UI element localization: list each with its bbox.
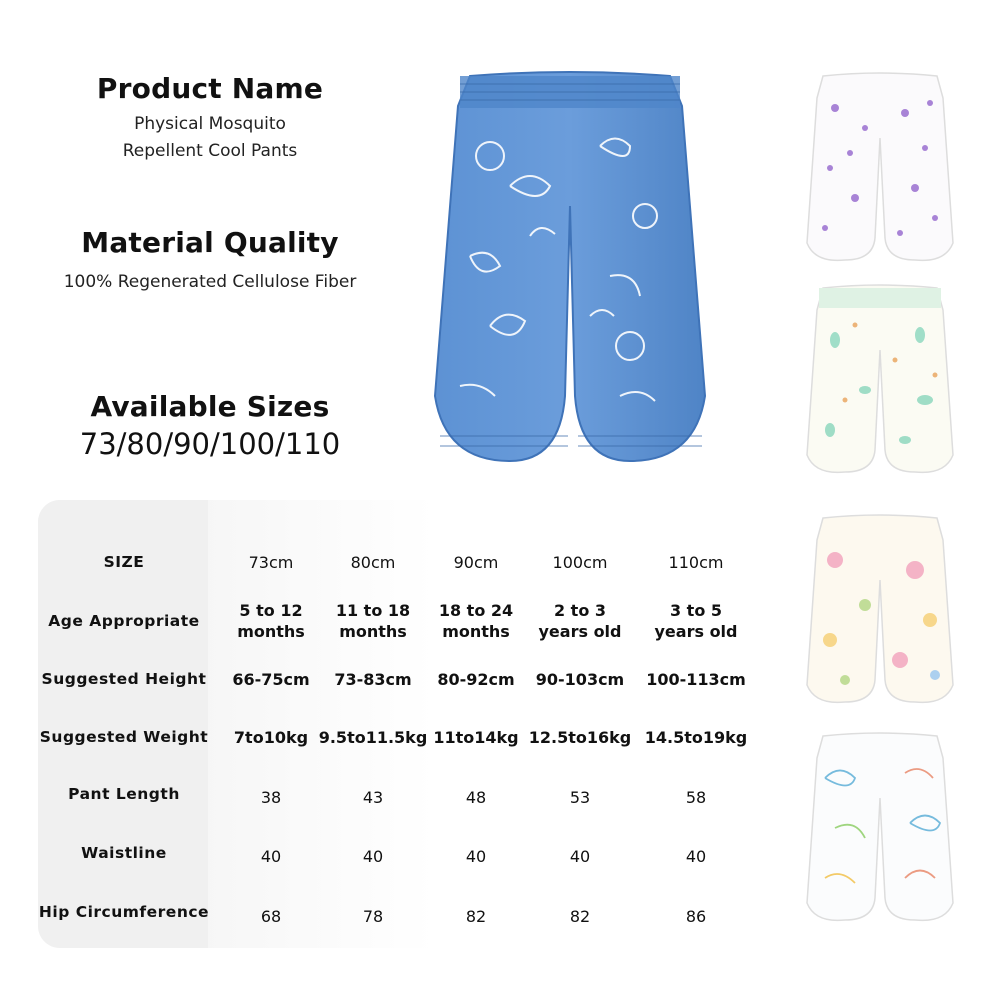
table-row-hip: [38, 887, 760, 945]
weight-cell-110: 14.5to19kg: [644, 727, 748, 747]
row-label-height: Suggested Height: [41, 669, 207, 688]
material-value: 100% Regenerated Cellulose Fiber: [63, 272, 357, 292]
table-row-pant-length: [38, 768, 760, 826]
age-cell-110: 3 to 5 years old: [654, 601, 738, 641]
hip-cell-80: 78: [362, 906, 384, 926]
blue-print-pants-thumbnail: [805, 728, 955, 923]
header-size-label: SIZE: [103, 552, 145, 571]
table-row-waistline: [38, 827, 760, 885]
product-name-heading: Product Name: [96, 72, 324, 105]
material-section: [40, 226, 380, 296]
hip-cell-90: 82: [465, 906, 487, 926]
row-label-hip: Hip Circumference: [38, 902, 210, 921]
header-size-100: 100cm: [552, 552, 608, 572]
height-cell-90: 80-92cm: [437, 669, 515, 689]
waistline-cell-100: 40: [569, 846, 591, 866]
purple-print-pants-thumbnail: [805, 68, 955, 263]
hip-cell-73: 68: [260, 906, 282, 926]
hip-cell-100: 82: [569, 906, 591, 926]
age-cell-80: 11 to 18 months: [335, 601, 411, 641]
weight-cell-90: 11to14kg: [433, 727, 519, 747]
product-name-section: [40, 72, 380, 165]
pant-length-cell-90: 48: [465, 787, 487, 807]
table-row-height: [38, 650, 760, 708]
height-cell-110: 100-113cm: [646, 669, 746, 689]
height-cell-73: 66-75cm: [232, 669, 310, 689]
waistline-cell-90: 40: [465, 846, 487, 866]
weight-cell-73: 7to10kg: [233, 727, 309, 747]
product-name-line-2: Repellent Cool Pants: [122, 141, 298, 161]
age-cell-90: 18 to 24 months: [438, 601, 514, 641]
hip-cell-110: 86: [685, 906, 707, 926]
row-label-pant-length: Pant Length: [68, 784, 180, 803]
sizes-heading: Available Sizes: [90, 390, 330, 423]
size-chart-table: [38, 500, 760, 948]
table-row-age: [38, 592, 760, 650]
header-size-73: 73cm: [248, 552, 294, 572]
product-name-line-1: Physical Mosquito: [134, 114, 286, 134]
header-size-110: 110cm: [668, 552, 724, 572]
waistline-cell-80: 40: [362, 846, 384, 866]
sizes-section: [40, 390, 380, 461]
row-label-waistline: Waistline: [81, 843, 167, 862]
pant-length-cell-110: 58: [685, 787, 707, 807]
age-cell-73: 5 to 12 months: [237, 601, 305, 641]
mint-print-pants-thumbnail: [805, 280, 955, 475]
weight-cell-80: 9.5to11.5kg: [318, 727, 428, 747]
weight-cell-100: 12.5to16kg: [528, 727, 632, 747]
waistline-cell-73: 40: [260, 846, 282, 866]
waistline-cell-110: 40: [685, 846, 707, 866]
height-cell-100: 90-103cm: [535, 669, 625, 689]
header-size-90: 90cm: [453, 552, 499, 572]
pink-print-pants-thumbnail: [805, 510, 955, 705]
pant-length-cell-100: 53: [569, 787, 591, 807]
pant-length-cell-80: 43: [362, 787, 384, 807]
height-cell-80: 73-83cm: [334, 669, 412, 689]
table-header-row: [38, 533, 760, 591]
age-cell-100: 2 to 3 years old: [538, 601, 622, 641]
denim-pants-image: [430, 66, 710, 466]
row-label-weight: Suggested Weight: [39, 727, 209, 746]
sizes-value: 73/80/90/100/110: [79, 427, 341, 461]
pant-length-cell-73: 38: [260, 787, 282, 807]
material-heading: Material Quality: [81, 226, 339, 259]
table-row-weight: [38, 708, 760, 766]
header-size-80: 80cm: [350, 552, 396, 572]
row-label-age: Age Appropriate: [48, 611, 200, 630]
